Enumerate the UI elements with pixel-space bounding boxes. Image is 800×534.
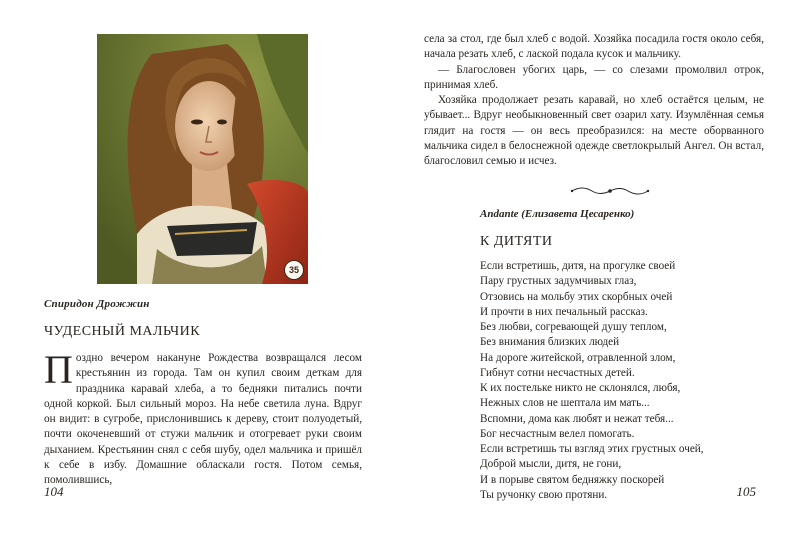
- poem-line: Если встретишь ты взгляд этих грустных очей,: [480, 443, 704, 455]
- poem-author: Andante (Елизавета Цесаренко): [480, 208, 635, 220]
- drop-cap: П: [44, 347, 73, 392]
- continuation-paragraph: Хозяйка продолжает резать каравай, но хлеб остаётся целым, не убывает... Вдруг необыкновенный свет озарил хату. Изумлённая семья глядит на гостя — он весь преобразился: на месте оборванного мальчика сидел в белоснежной одежде светлокрылый Ангел. Он встал, благословил семью и исчез.: [424, 94, 764, 168]
- plate-number: 35: [284, 260, 304, 280]
- poem-line: Без внимания близких людей: [480, 336, 620, 349]
- page-number-right: 105: [736, 484, 756, 499]
- poem-line: Пару грустных задумчивых глаз,: [480, 275, 637, 288]
- poem-line: Бог несчастным велел помогать.: [480, 427, 635, 440]
- poem-line: Нежных слов не шептала им мать...: [480, 397, 650, 410]
- angel-painting: [97, 34, 308, 284]
- right-page: [400, 0, 800, 534]
- poem-line: Вспомни, дома как любят и нежат тебя...: [480, 412, 674, 425]
- story-paragraph: оздно вечером накануне Рождества возвращался лесом крестьянин из города. Там он купил своим деткам для праздника каравай хлеба, а то бедняки питались почти одной коркой. Был сильный мороз. На небе светила луна. Вдруг он видит: в сугробе, прислонившись к дереву, стоит полуодетый, почти окоченевший от стужи мальчик и отогревает руки своим дыханием. Крестьянин снял с себя шубу, одел мальчика и пришёл к себе в избу. Домашние обласкали гостя. Потом семья, помолившись,: [44, 352, 362, 487]
- story-text: [44, 347, 362, 489]
- story-author: Спиридон Дрожжин: [44, 298, 150, 310]
- poem-line: И в порыве святом бедняжку поскорей: [480, 473, 665, 486]
- poem-line: И прочти в них печальный рассказ.: [480, 305, 648, 318]
- poem-line: На дороге житейской, отравленной злом,: [480, 351, 676, 364]
- poem-line: Гибнут сотни несчастных детей.: [480, 366, 635, 379]
- poem-title: К ДИТЯТИ: [480, 234, 553, 249]
- story-title: ЧУДЕСНЫЙ МАЛЬЧИК: [44, 324, 201, 339]
- poem-line: Доброй мысли, дитя, не гони,: [480, 458, 622, 471]
- continuation-paragraph: — Благословен убогих царь, — со слезами промолвил отрок, принимая хлеб.: [424, 63, 764, 91]
- poem-line: Отзовись на мольбу этих скорбных очей: [480, 290, 673, 303]
- poem: [480, 259, 704, 503]
- poem-line: Без любви, согревающей душу теплом,: [480, 321, 667, 333]
- poem-line: К их постельке никто не склонялся, любя,: [480, 382, 681, 394]
- continuation-paragraph: села за стол, где был хлеб с водой. Хозяйка посадила гостя около себя, начала резать хлеб, с лаской подала кусок и мальчику.: [424, 33, 764, 61]
- story-continuation: [424, 32, 764, 170]
- poem-line: Ты ручонку свою протяни.: [480, 488, 608, 501]
- poem-line: Если встретишь, дитя, на прогулке своей: [480, 260, 676, 272]
- section-divider-ornament: [570, 184, 650, 202]
- page-number-left: 104: [44, 484, 64, 499]
